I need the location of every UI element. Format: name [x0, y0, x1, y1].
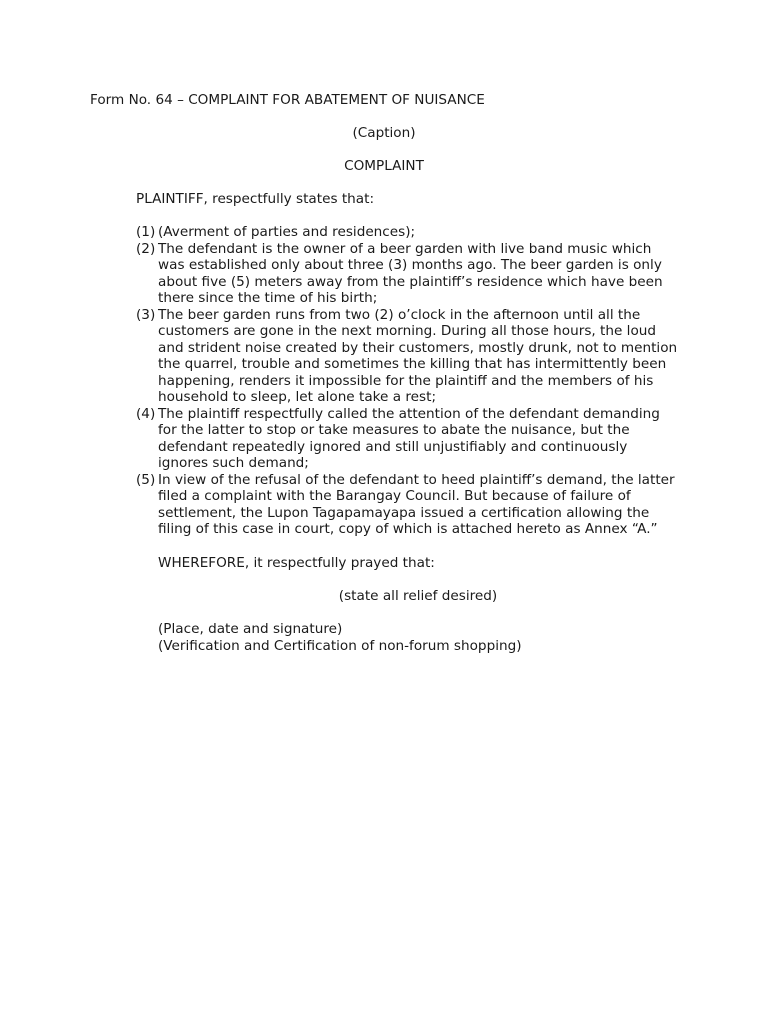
wherefore-clause: WHEREFORE, it respectfully prayed that: — [158, 555, 435, 571]
averment-text: The beer garden runs from two (2) o’clock in the afternoon until all the customers are gone in the next morning. During all those hours, the loud and strident noise created by their customers, mostly drunk, not to mention the quarrel, trouble and sometimes the killing that has intermittently been happening, renders it impossible for the plaintiff and the members of his household to sleep, let alone take a rest; — [158, 306, 678, 405]
averment-item — [136, 307, 696, 406]
complaint-heading: COMPLAINT — [344, 158, 424, 174]
averment-text: The plaintiff respectfully called the attention of the defendant demanding for the latter to stop or take measures to abate the nuisance, but the defendant repeatedly ignored and still unjustifiably and continuously ignores such demand; — [158, 405, 660, 471]
averment-number: (4) — [136, 405, 156, 422]
caption-placeholder: (Caption) — [352, 125, 416, 141]
relief-placeholder: (state all relief desired) — [338, 588, 498, 604]
averment-text: The defendant is the owner of a beer garden with live band music which was established only about three (3) months ago. The beer garden is only about five (5) meters away from the plaintiff’s residence which have been there since the time of his birth; — [158, 240, 663, 306]
averment-text: (Averment of parties and residences); — [158, 224, 416, 240]
averment-item — [136, 406, 696, 472]
intro-statement: PLAINTIFF, respectfully states that: — [136, 191, 375, 207]
averment-item — [136, 224, 696, 241]
form-title: Form No. 64 – COMPLAINT FOR ABATEMENT OF NUISANCE — [90, 92, 485, 108]
averments-list — [136, 224, 696, 538]
averment-item — [136, 472, 696, 538]
averment-number: (3) — [136, 306, 156, 323]
verification-certification: (Verification and Certification of non-forum shopping) — [158, 638, 522, 654]
averment-number: (5) — [136, 471, 156, 488]
averment-text: In view of the refusal of the defendant to heed plaintiff’s demand, the latter filed a complaint with the Barangay Council. But because of failure of settlement, the Lupon Tagapamayapa issued a certification allowing the filing of this case in court, copy of which is attached hereto as Annex “A.” — [158, 471, 675, 537]
place-date-signature: (Place, date and signature) — [158, 621, 343, 637]
averment-number: (1) — [136, 224, 156, 240]
averment-number: (2) — [136, 240, 156, 257]
averment-item — [136, 241, 696, 307]
